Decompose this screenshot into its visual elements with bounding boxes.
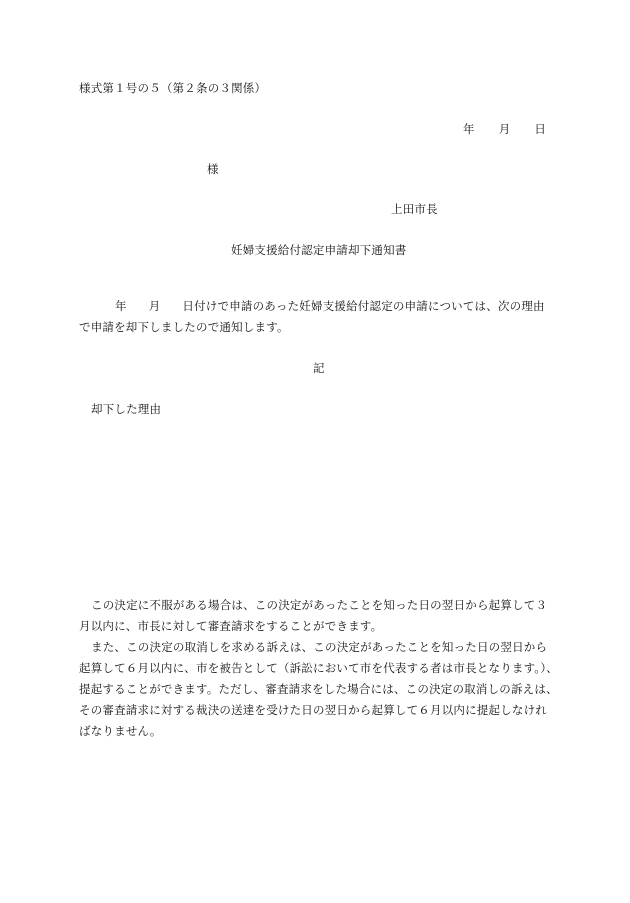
notice-line: その審査請求に対する裁決の送達を受けた日の翌日から起算して６月以内に提起しなけれ (79, 703, 547, 717)
date-line (463, 122, 546, 136)
body-year-label: 年 (115, 299, 127, 313)
body-month-label: 月 (148, 299, 161, 313)
ki-heading: 記 (313, 361, 325, 375)
notice-line: 提起することができます。ただし、審査請求をした場合には、この決定の取消しの訴えは、 (79, 682, 558, 696)
date-month-label: 月 (498, 122, 511, 136)
body-line-1-text: 日付けで申請のあった妊婦支援給付認定の申請については、次の理由 (182, 299, 545, 313)
form-number: 様式第１号の５（第２条の３関係） (79, 81, 267, 95)
notice-line: この決定に不服がある場合は、この決定があったことを知った日の翌日から起算して３ (91, 598, 548, 612)
reason-heading: 却下した理由 (91, 402, 162, 416)
notice-line: 起算して６月以内に、市を被告として（訴訟において市を代表する者は市長となります。）、 (79, 661, 558, 675)
notice-line: また、この決定の取消しを求める訴えは、この決定があったことを知った日の翌日から (91, 640, 548, 654)
addressee-suffix: 様 (207, 162, 219, 176)
body-paragraph-line-2: で申請を却下しましたので通知します。 (79, 320, 289, 334)
date-year-label: 年 (463, 122, 475, 136)
notice-line: ばなりません。 (79, 724, 162, 738)
body-paragraph-line-1 (115, 299, 545, 313)
document-title: 妊婦支援給付認定申請却下通知書 (231, 243, 407, 257)
sender-name: 上田市長 (391, 202, 438, 216)
date-day-label: 日 (534, 122, 547, 136)
notice-line: 月以内に、市長に対して審査請求をすることができます。 (79, 619, 383, 633)
